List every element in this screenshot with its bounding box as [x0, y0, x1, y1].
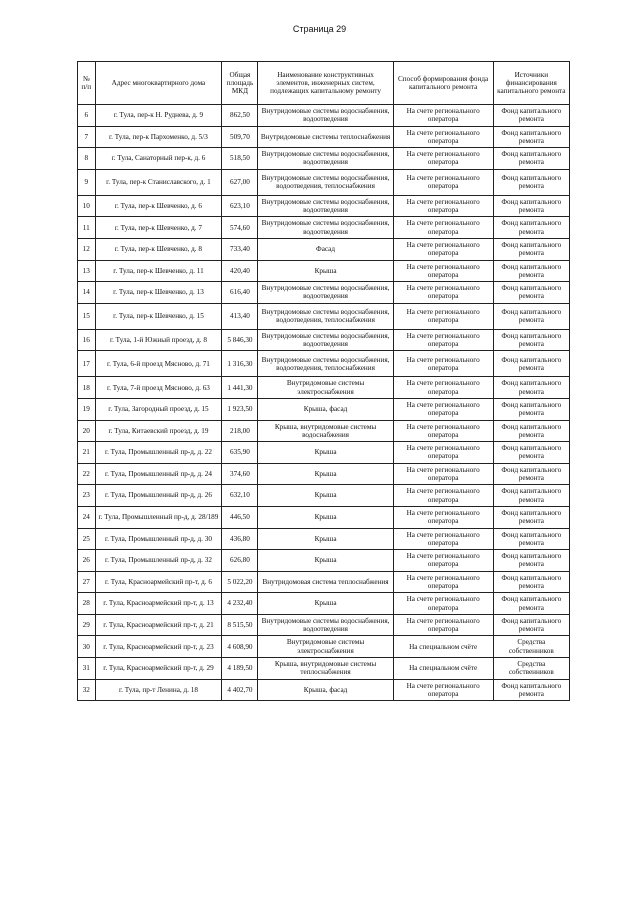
- table-row: [78, 398, 570, 420]
- cell-num: 11: [78, 217, 96, 239]
- cell-address: г. Тула, пер-к Н. Руднева, д. 9: [95, 105, 222, 127]
- cell-num: 7: [78, 126, 96, 148]
- cell-address: г. Тула, пер-к Шевченко, д. 13: [95, 282, 222, 304]
- cell-address: г. Тула, пер-к Шевченко, д. 8: [95, 238, 222, 260]
- cell-num: 15: [78, 303, 96, 329]
- header-works: Наименование конструктивных элементов, инженерных систем, подлежащих капитальному ремонту: [258, 62, 393, 105]
- table-row: [78, 260, 570, 282]
- cell-sources: Фонд капитального ремонта: [493, 303, 569, 329]
- cell-method: На счете регионального оператора: [393, 126, 493, 148]
- cell-area: 623,10: [222, 195, 258, 217]
- header-num: № п/п: [78, 62, 96, 105]
- cell-num: 22: [78, 463, 96, 485]
- cell-area: 574,60: [222, 217, 258, 239]
- cell-works: Крыша: [258, 442, 393, 464]
- cell-area: 627,00: [222, 169, 258, 195]
- cell-sources: Фонд капитального ремонта: [493, 195, 569, 217]
- cell-area: 509,70: [222, 126, 258, 148]
- cell-num: 17: [78, 351, 96, 377]
- cell-address: г. Тула, пер-к Шевченко, д. 15: [95, 303, 222, 329]
- cell-num: 8: [78, 148, 96, 170]
- cell-method: На счете регионального оператора: [393, 463, 493, 485]
- cell-method: На счете регионального оператора: [393, 329, 493, 351]
- table-row: [78, 329, 570, 351]
- cell-works: Крыша: [258, 550, 393, 572]
- table-row: [78, 282, 570, 304]
- cell-address: г. Тула, пер-к Пархоменко, д. 5/3: [95, 126, 222, 148]
- cell-sources: Фонд капитального ремонта: [493, 105, 569, 127]
- cell-sources: Фонд капитального ремонта: [493, 148, 569, 170]
- table-row: [78, 571, 570, 593]
- cell-address: г. Тула, 6-й проезд Мясново, д. 71: [95, 351, 222, 377]
- cell-address: г. Тула, Промышленный пр-д, д. 28/189: [95, 506, 222, 528]
- cell-address: г. Тула, Загородный проезд, д. 15: [95, 398, 222, 420]
- cell-num: 32: [78, 679, 96, 701]
- cell-method: На специальном счёте: [393, 658, 493, 680]
- cell-method: На счете регионального оператора: [393, 485, 493, 507]
- cell-area: 5 846,30: [222, 329, 258, 351]
- table-row: [78, 658, 570, 680]
- cell-method: На счете регионального оператора: [393, 420, 493, 442]
- cell-sources: Фонд капитального ремонта: [493, 528, 569, 550]
- cell-method: На счете регионального оператора: [393, 614, 493, 636]
- cell-area: 413,40: [222, 303, 258, 329]
- table-row: [78, 636, 570, 658]
- cell-address: г. Тула, пер-к Шевченко, д. 11: [95, 260, 222, 282]
- cell-sources: Фонд капитального ремонта: [493, 420, 569, 442]
- cell-sources: Фонд капитального ремонта: [493, 463, 569, 485]
- cell-works: Крыша, фасад: [258, 679, 393, 701]
- table-row: [78, 377, 570, 399]
- cell-sources: Фонд капитального ремонта: [493, 282, 569, 304]
- cell-num: 23: [78, 485, 96, 507]
- cell-works: Крыша: [258, 260, 393, 282]
- cell-area: 616,40: [222, 282, 258, 304]
- cell-sources: Фонд капитального ремонта: [493, 351, 569, 377]
- table-row: [78, 169, 570, 195]
- cell-area: 4 189,50: [222, 658, 258, 680]
- cell-num: 30: [78, 636, 96, 658]
- cell-method: На счете регионального оператора: [393, 442, 493, 464]
- cell-works: Внутридомовые системы водоснабжения, водоотведения: [258, 217, 393, 239]
- cell-sources: Фонд капитального ремонта: [493, 169, 569, 195]
- cell-method: На специальном счёте: [393, 636, 493, 658]
- cell-area: 436,80: [222, 528, 258, 550]
- cell-method: На счете регионального оператора: [393, 679, 493, 701]
- cell-method: На счете регионального оператора: [393, 260, 493, 282]
- cell-method: На счете регионального оператора: [393, 351, 493, 377]
- cell-method: На счете регионального оператора: [393, 169, 493, 195]
- cell-method: На счете регионального оператора: [393, 217, 493, 239]
- cell-method: На счете регионального оператора: [393, 238, 493, 260]
- cell-sources: Фонд капитального ремонта: [493, 217, 569, 239]
- cell-sources: Фонд капитального ремонта: [493, 442, 569, 464]
- cell-method: На счете регионального оператора: [393, 195, 493, 217]
- cell-num: 31: [78, 658, 96, 680]
- cell-area: 862,50: [222, 105, 258, 127]
- cell-num: 20: [78, 420, 96, 442]
- cell-area: 4 232,40: [222, 593, 258, 615]
- cell-method: На счете регионального оператора: [393, 377, 493, 399]
- cell-method: На счете регионального оператора: [393, 148, 493, 170]
- table-row: [78, 463, 570, 485]
- cell-works: Внутридомовые системы теплоснабжения: [258, 126, 393, 148]
- cell-sources: Фонд капитального ремонта: [493, 571, 569, 593]
- table-row: [78, 351, 570, 377]
- cell-sources: Фонд капитального ремонта: [493, 593, 569, 615]
- header-sources: Источники финансирования капитального ремонта: [493, 62, 569, 105]
- cell-sources: Фонд капитального ремонта: [493, 614, 569, 636]
- cell-works: Крыша: [258, 485, 393, 507]
- cell-area: 635,90: [222, 442, 258, 464]
- cell-works: Крыша: [258, 528, 393, 550]
- cell-num: 25: [78, 528, 96, 550]
- cell-method: На счете регионального оператора: [393, 571, 493, 593]
- cell-area: 4 402,70: [222, 679, 258, 701]
- cell-address: г. Тула, Промышленный пр-д, д. 32: [95, 550, 222, 572]
- table-row: [78, 442, 570, 464]
- cell-works: Фасад: [258, 238, 393, 260]
- cell-address: г. Тула, Красноармейский пр-т, д. 29: [95, 658, 222, 680]
- cell-method: На счете регионального оператора: [393, 303, 493, 329]
- cell-works: Внутридомовые системы электроснабжения: [258, 377, 393, 399]
- cell-sources: Фонд капитального ремонта: [493, 238, 569, 260]
- cell-works: Крыша, внутридомовые системы водоснабжения: [258, 420, 393, 442]
- cell-works: Крыша, внутридомовые системы теплоснабжения: [258, 658, 393, 680]
- cell-works: Внутридомовые системы водоснабжения, водоотведения: [258, 105, 393, 127]
- table-row: [78, 148, 570, 170]
- cell-sources: Средства собственников: [493, 636, 569, 658]
- cell-area: 733,40: [222, 238, 258, 260]
- cell-num: 9: [78, 169, 96, 195]
- cell-works: Внутридомовые системы водоснабжения, водоотведения: [258, 329, 393, 351]
- cell-address: г. Тула, Красноармейский пр-т, д. 6: [95, 571, 222, 593]
- cell-works: Крыша: [258, 506, 393, 528]
- cell-address: г. Тула, Промышленный пр-д, д. 24: [95, 463, 222, 485]
- cell-area: 518,50: [222, 148, 258, 170]
- cell-area: 446,50: [222, 506, 258, 528]
- cell-address: г. Тула, 1-й Южный проезд, д. 8: [95, 329, 222, 351]
- table-row: [78, 593, 570, 615]
- cell-num: 12: [78, 238, 96, 260]
- cell-works: Внутридомовые системы водоснабжения, водоотведения: [258, 195, 393, 217]
- cell-address: г. Тула, Красноармейский пр-т, д. 21: [95, 614, 222, 636]
- cell-num: 26: [78, 550, 96, 572]
- cell-sources: Фонд капитального ремонта: [493, 260, 569, 282]
- cell-method: На счете регионального оператора: [393, 282, 493, 304]
- cell-address: г. Тула, пер-к Шевченко, д. 6: [95, 195, 222, 217]
- cell-method: На счете регионального оператора: [393, 550, 493, 572]
- table-row: [78, 126, 570, 148]
- cell-method: На счете регионального оператора: [393, 506, 493, 528]
- cell-sources: Фонд капитального ремонта: [493, 679, 569, 701]
- repair-program-table: [77, 61, 570, 701]
- header-area: Общая площадь МКД: [222, 62, 258, 105]
- cell-num: 10: [78, 195, 96, 217]
- cell-sources: Фонд капитального ремонта: [493, 485, 569, 507]
- cell-area: 374,60: [222, 463, 258, 485]
- cell-method: На счете регионального оператора: [393, 398, 493, 420]
- cell-num: 28: [78, 593, 96, 615]
- cell-area: 4 608,90: [222, 636, 258, 658]
- cell-area: 420,40: [222, 260, 258, 282]
- table-row: [78, 550, 570, 572]
- cell-num: 19: [78, 398, 96, 420]
- cell-num: 29: [78, 614, 96, 636]
- cell-method: На счете регионального оператора: [393, 105, 493, 127]
- cell-area: 1 441,30: [222, 377, 258, 399]
- cell-works: Внутридомовые системы водоснабжения, водоотведения, теплоснабжения: [258, 169, 393, 195]
- table-row: [78, 679, 570, 701]
- cell-address: г. Тула, Промышленный пр-д, д. 26: [95, 485, 222, 507]
- cell-address: г. Тула, пр-т Ленина, д. 18: [95, 679, 222, 701]
- cell-works: Крыша: [258, 463, 393, 485]
- table-row: [78, 105, 570, 127]
- cell-works: Внутридомовые системы водоснабжения, водоотведения: [258, 148, 393, 170]
- cell-area: 1 923,50: [222, 398, 258, 420]
- cell-works: Крыша, фасад: [258, 398, 393, 420]
- cell-works: Внутридомовые системы водоснабжения, водоотведения, теплоснабжения: [258, 303, 393, 329]
- cell-method: На счете регионального оператора: [393, 528, 493, 550]
- cell-works: Внутридомовая система теплоснабжения: [258, 571, 393, 593]
- cell-area: 1 316,30: [222, 351, 258, 377]
- page-title: Страница 29: [292, 24, 347, 34]
- cell-method: На счете регионального оператора: [393, 593, 493, 615]
- cell-num: 6: [78, 105, 96, 127]
- table-row: [78, 238, 570, 260]
- cell-area: 8 515,50: [222, 614, 258, 636]
- cell-sources: Фонд капитального ремонта: [493, 550, 569, 572]
- cell-area: 626,80: [222, 550, 258, 572]
- cell-num: 24: [78, 506, 96, 528]
- cell-sources: Фонд капитального ремонта: [493, 398, 569, 420]
- cell-num: 18: [78, 377, 96, 399]
- cell-works: Внутридомовые системы водоснабжения, водоотведения: [258, 614, 393, 636]
- table-row: [78, 528, 570, 550]
- cell-sources: Фонд капитального ремонта: [493, 377, 569, 399]
- header-address: Адрес многоквартирного дома: [95, 62, 222, 105]
- cell-area: 218,00: [222, 420, 258, 442]
- cell-address: г. Тула, пер-к Станиславского, д. 1: [95, 169, 222, 195]
- cell-sources: Средства собственников: [493, 658, 569, 680]
- cell-address: г. Тула, Красноармейский пр-т, д. 23: [95, 636, 222, 658]
- cell-sources: Фонд капитального ремонта: [493, 126, 569, 148]
- cell-num: 14: [78, 282, 96, 304]
- cell-num: 13: [78, 260, 96, 282]
- header-method: Способ формирования фонда капитального ремонта: [393, 62, 493, 105]
- cell-address: г. Тула, Красноармейский пр-т, д. 13: [95, 593, 222, 615]
- table-row: [78, 614, 570, 636]
- table-row: [78, 485, 570, 507]
- table-row: [78, 217, 570, 239]
- cell-works: Внутридомовые системы водоснабжения, водоотведения: [258, 282, 393, 304]
- cell-works: Внутридомовые системы электроснабжения: [258, 636, 393, 658]
- cell-works: Внутридомовые системы водоснабжения, водоотведения, теплоснабжения: [258, 351, 393, 377]
- table-row: [78, 506, 570, 528]
- cell-address: г. Тула, 7-й проезд Мясново, д. 63: [95, 377, 222, 399]
- cell-num: 16: [78, 329, 96, 351]
- cell-sources: Фонд капитального ремонта: [493, 329, 569, 351]
- cell-area: 632,10: [222, 485, 258, 507]
- cell-sources: Фонд капитального ремонта: [493, 506, 569, 528]
- table-row: [78, 420, 570, 442]
- table-row: [78, 303, 570, 329]
- table-header-row: [78, 62, 570, 105]
- cell-address: г. Тула, пер-к Шевченко, д. 7: [95, 217, 222, 239]
- cell-address: г. Тула, Промышленный пр-д, д. 30: [95, 528, 222, 550]
- cell-num: 21: [78, 442, 96, 464]
- table-row: [78, 195, 570, 217]
- cell-num: 27: [78, 571, 96, 593]
- cell-works: Крыша: [258, 593, 393, 615]
- cell-address: г. Тула, Китаевский проезд, д. 19: [95, 420, 222, 442]
- cell-area: 5 022,20: [222, 571, 258, 593]
- cell-address: г. Тула, Промышленный пр-д, д. 22: [95, 442, 222, 464]
- cell-address: г. Тула, Санаторный пер-к, д. 6: [95, 148, 222, 170]
